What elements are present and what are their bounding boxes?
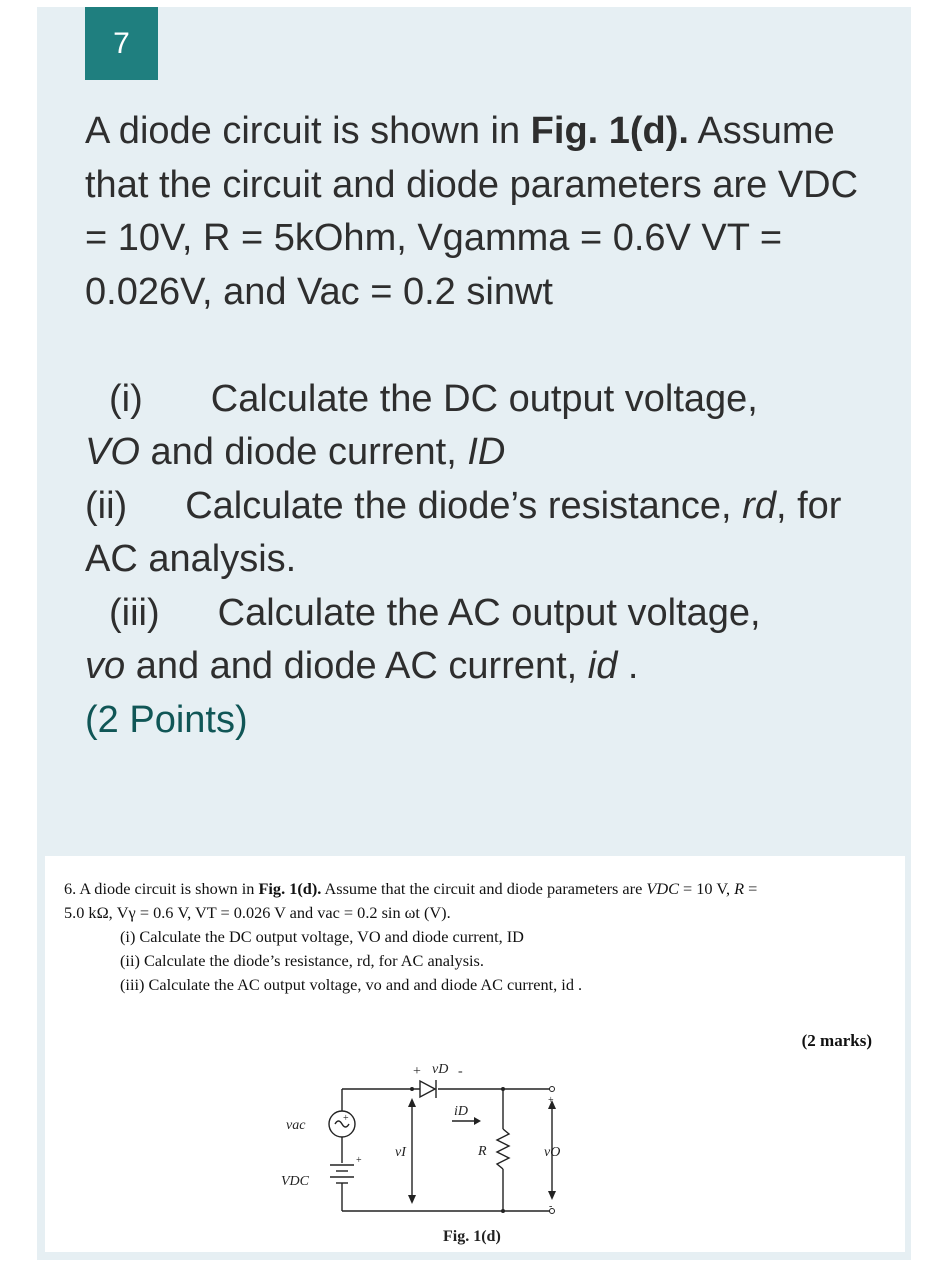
image-fig-ref: Fig. 1(d). — [258, 879, 322, 898]
image-text-span: Assume that the circuit and diode parameters are — [321, 879, 647, 898]
vd-label: vD — [432, 1062, 449, 1077]
question-intro — [85, 105, 875, 319]
intro-text-2: Assume that the circuit and diode parameters are VDC = 10V, R = 5kOhm, Vgamma = 0.6V VT = 0.026V, and Vac = 0.2 sinwt — [85, 110, 859, 313]
vo-minus: - — [549, 1201, 553, 1212]
image-var-r: R — [734, 879, 745, 898]
part-iii — [85, 587, 875, 641]
var-id-ac: id — [587, 645, 618, 687]
part-ii — [85, 480, 875, 587]
vdc-label: VDC — [281, 1174, 309, 1189]
terminal-top — [550, 1087, 555, 1092]
question-number: 7 — [85, 7, 158, 80]
arrow-head — [474, 1117, 481, 1125]
vd-minus: - — [458, 1064, 463, 1079]
image-sub-iii: (iii) Calculate the AC output voltage, vo and and diode AC current, id . — [120, 975, 583, 994]
part-text: and diode current, — [139, 431, 468, 473]
arrow-head — [408, 1098, 416, 1107]
part-text: Calculate the DC output voltage, — [210, 377, 758, 420]
image-text-span: 6. A diode circuit is shown in — [64, 879, 259, 898]
image-var-vdc: VDC — [646, 879, 679, 898]
id-label: iD — [454, 1104, 468, 1119]
vd-plus: + — [413, 1064, 421, 1079]
part-label: (ii) — [85, 484, 128, 527]
node — [501, 1209, 505, 1213]
part-text: , for AC analysis. — [85, 484, 842, 580]
fig-reference: Fig. 1(d). — [530, 110, 689, 152]
r-label: R — [478, 1144, 487, 1159]
part-text: Calculate the AC output voltage, — [217, 591, 761, 634]
part-label: (iii) — [109, 591, 160, 634]
part-iii-cont — [85, 640, 875, 694]
image-sub-ii: (ii) Calculate the diode’s resistance, rd, for AC analysis. — [120, 951, 484, 970]
image-text-span: = — [744, 879, 758, 898]
var-id: ID — [467, 431, 506, 473]
vo-plus: + — [548, 1095, 554, 1106]
circuit-diagram — [280, 1051, 580, 1251]
image-text-span: = 10 V, — [678, 879, 735, 898]
vac-label: vac — [286, 1118, 306, 1133]
var-vo: VO — [85, 431, 140, 473]
intro-text-1: A diode circuit is shown in — [85, 110, 531, 152]
var-vo-ac: vo — [85, 645, 126, 687]
question-card — [37, 7, 911, 1260]
part-i-cont — [85, 426, 875, 480]
image-line-2: 5.0 kΩ, Vγ = 0.6 V, VT = 0.026 V and vac = 0.2 sin ωt (V). — [64, 903, 451, 922]
image-line-1 — [64, 877, 894, 901]
part-i — [85, 373, 875, 427]
part-text: Calculate the diode’s resistance, — [185, 484, 743, 527]
points-label: (2 Points) — [85, 698, 248, 741]
part-label: (i) — [109, 377, 143, 420]
vi-label: vI — [395, 1145, 406, 1160]
question-image — [45, 856, 905, 1252]
image-text — [64, 877, 894, 997]
node — [501, 1087, 505, 1091]
diode-symbol — [420, 1081, 435, 1097]
battery-plus: + — [356, 1155, 362, 1166]
part-text: and and diode AC current, — [125, 645, 588, 687]
node — [410, 1087, 414, 1091]
resistor-symbol — [497, 1129, 509, 1169]
var-rd: rd — [742, 484, 776, 527]
vo-label: vO — [544, 1145, 561, 1160]
figure-caption: Fig. 1(d) — [443, 1228, 501, 1245]
part-text: . — [617, 645, 639, 687]
image-sub-i: (i) Calculate the DC output voltage, VO and diode current, ID — [120, 927, 524, 946]
arrow-head — [548, 1191, 556, 1200]
marks-label: (2 marks) — [801, 1031, 872, 1050]
arrow-head — [408, 1195, 416, 1204]
source-plus: + — [343, 1113, 349, 1124]
question-text — [85, 105, 875, 747]
